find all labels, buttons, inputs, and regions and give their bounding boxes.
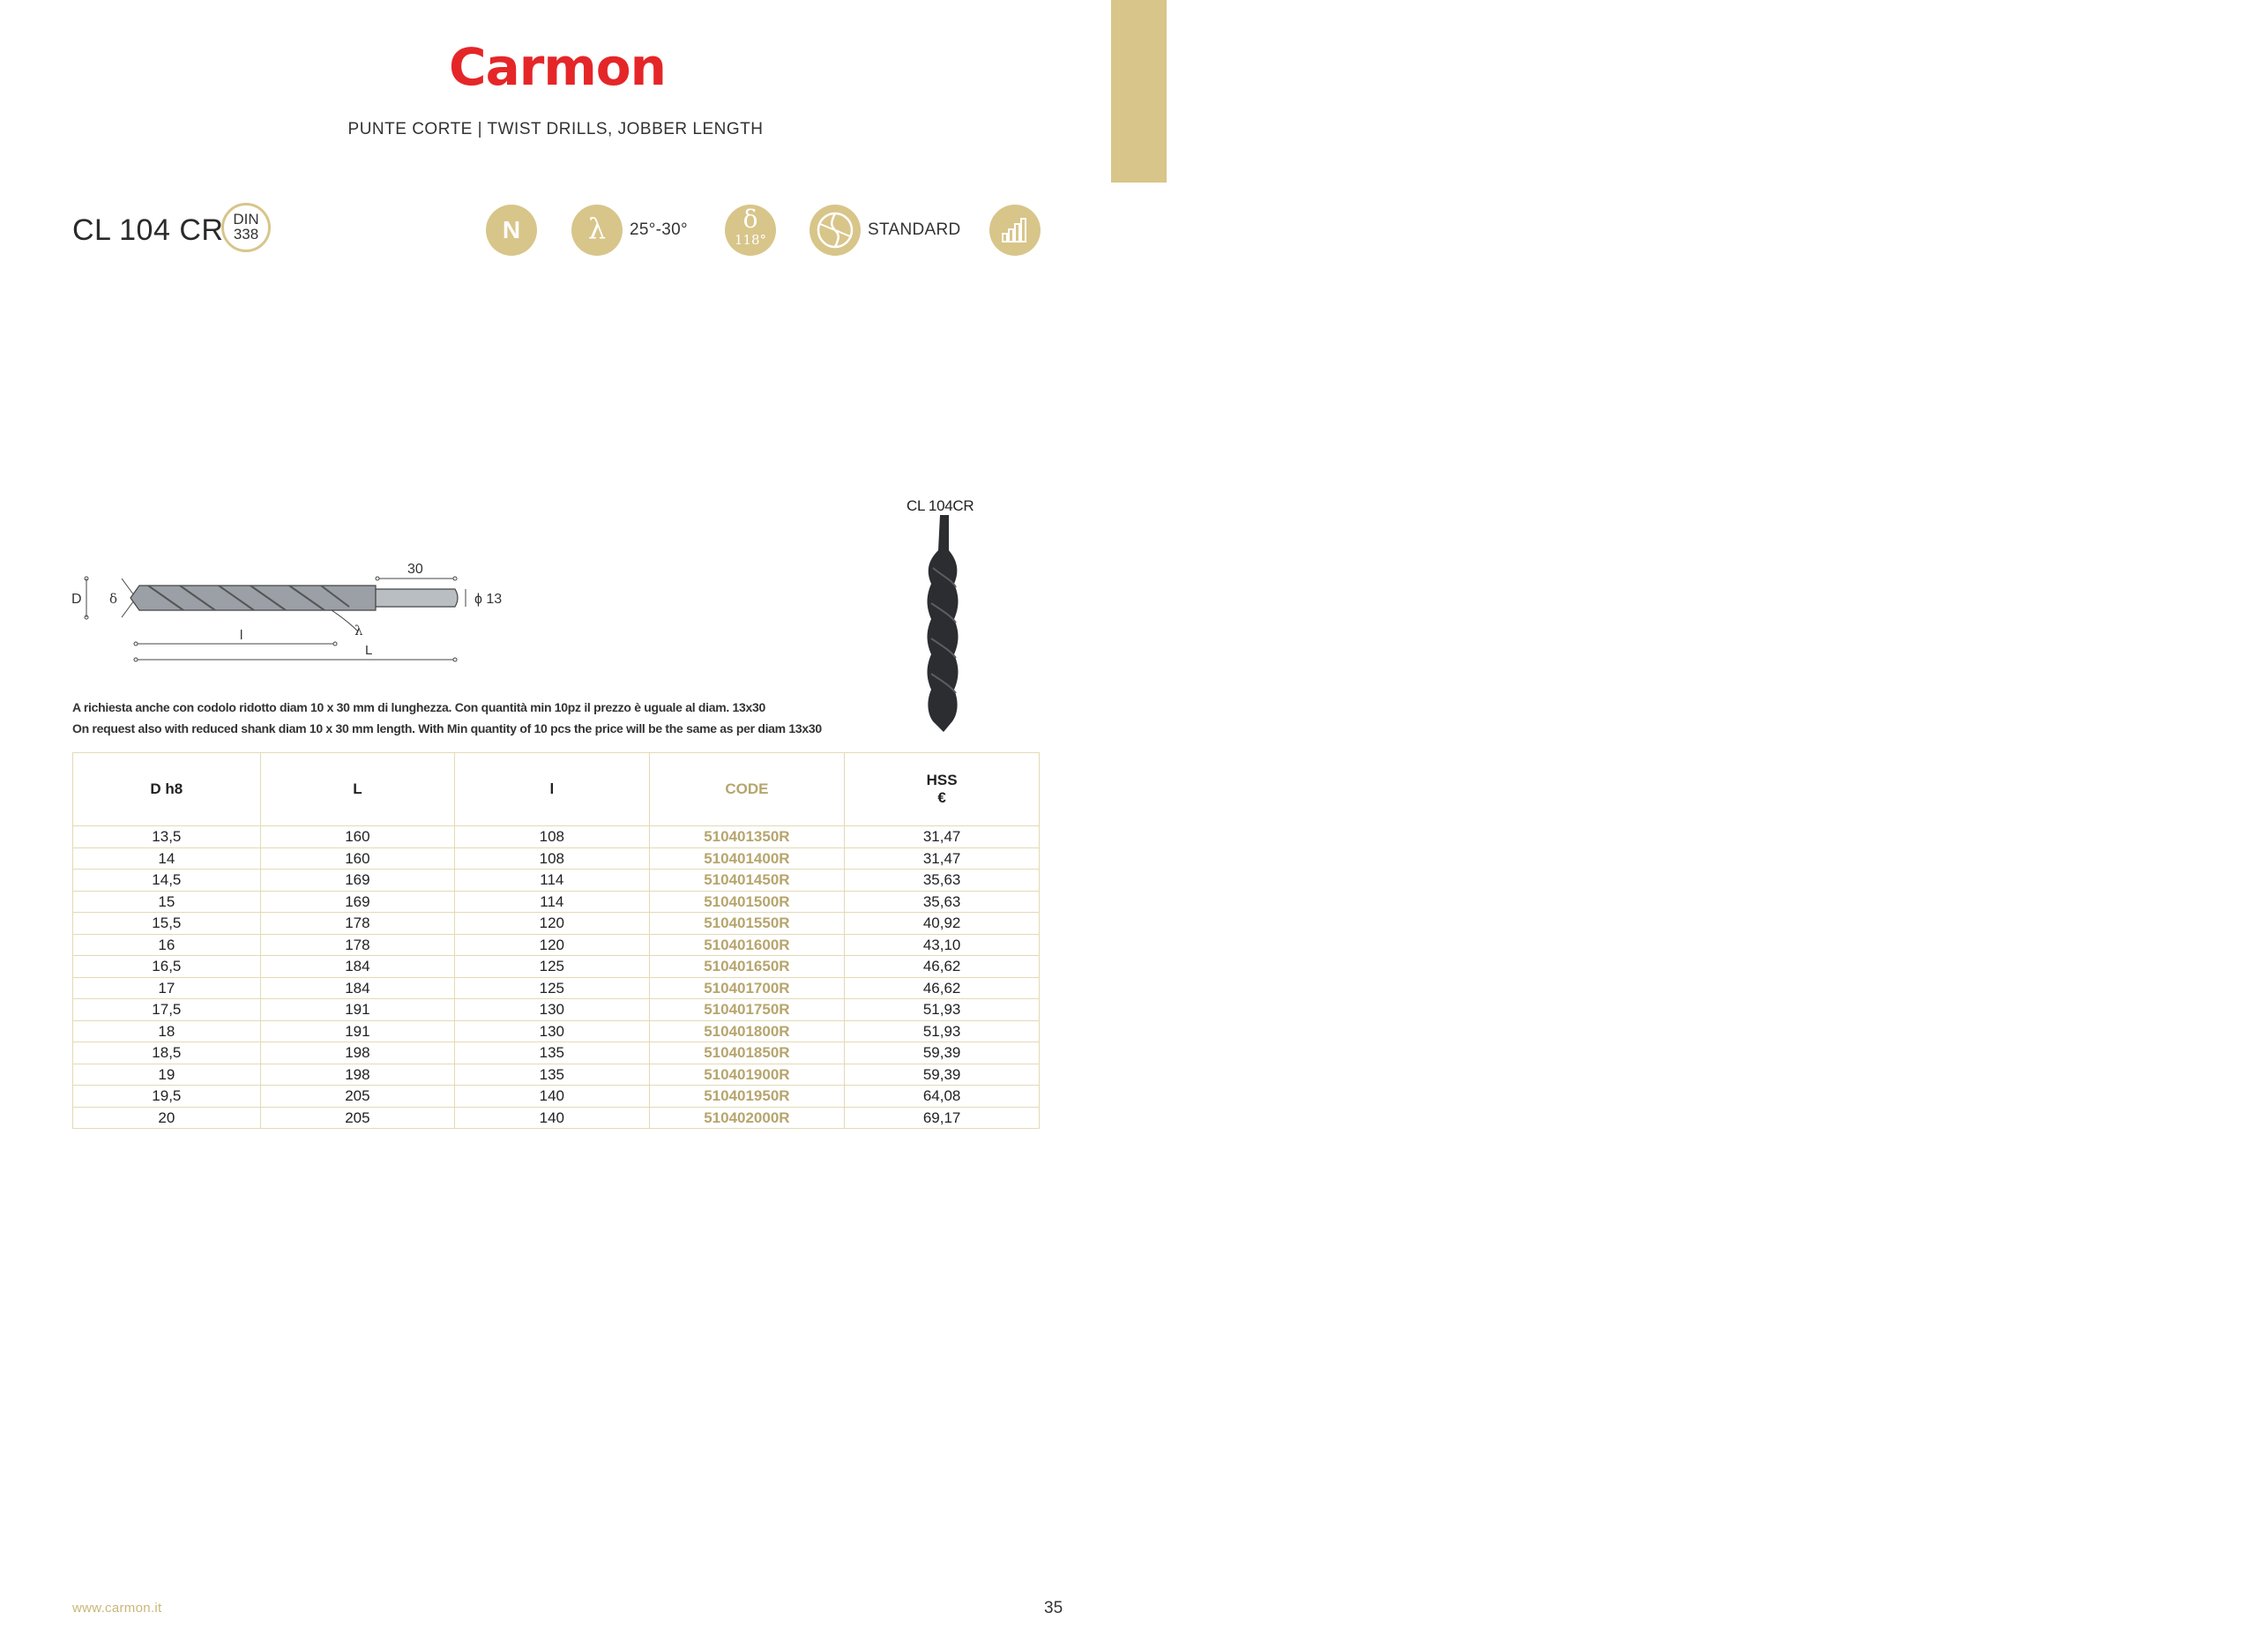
cell-flute-length: 120 [455, 913, 649, 935]
table-row [73, 913, 1040, 935]
table-row [73, 1064, 1040, 1086]
cell-code: 510401650R [649, 956, 845, 978]
cell-code: 510402000R [649, 1107, 845, 1129]
cell-flute-length: 130 [455, 1020, 649, 1042]
cell-flute-length: 108 [455, 847, 649, 870]
table-row [73, 847, 1040, 870]
table-row [73, 999, 1040, 1021]
cell-flute-length: 125 [455, 956, 649, 978]
cell-total-length: 205 [260, 1086, 454, 1108]
cell-price: 59,39 [845, 1042, 1040, 1064]
table-header-row [73, 753, 1040, 826]
cell-diameter: 19 [73, 1064, 261, 1086]
note-italian: A richiesta anche con codolo ridotto diam 10 x 30 mm di lunghezza. Con quantità min 10pz il prezzo è uguale al diam. 13x30 [72, 700, 765, 714]
din-badge [221, 203, 271, 252]
cell-total-length: 184 [260, 977, 454, 999]
table-row [73, 977, 1040, 999]
cell-diameter: 20 [73, 1107, 261, 1129]
diagram-label-phi13: ϕ 13 [474, 592, 503, 607]
table-row [73, 891, 1040, 913]
cell-code: 510401850R [649, 1042, 845, 1064]
diagram-label-lambda: λ [354, 623, 363, 638]
helix-angle-value: 25°-30° [630, 220, 688, 239]
cell-total-length: 198 [260, 1064, 454, 1086]
cell-flute-length: 120 [455, 934, 649, 956]
cell-total-length: 191 [260, 1020, 454, 1042]
cell-code: 510401550R [649, 913, 845, 935]
performance-bars-icon [989, 205, 1041, 256]
cell-price: 69,17 [845, 1107, 1040, 1129]
din-label: DIN [233, 211, 259, 228]
helix-angle-icon: λ [571, 205, 623, 256]
carmon-logo: Carmon [449, 37, 666, 97]
cell-flute-length: 135 [455, 1064, 649, 1086]
cell-price: 59,39 [845, 1064, 1040, 1086]
cell-total-length: 178 [260, 934, 454, 956]
cell-flute-length: 114 [455, 891, 649, 913]
cell-price: 51,93 [845, 1020, 1040, 1042]
cell-code: 510401500R [649, 891, 845, 913]
cell-code: 510401900R [649, 1064, 845, 1086]
cell-code: 510401950R [649, 1086, 845, 1108]
cell-flute-length: 140 [455, 1086, 649, 1108]
cell-code: 510401750R [649, 999, 845, 1021]
header-total-length: L [260, 753, 454, 826]
cell-price: 31,47 [845, 826, 1040, 848]
point-angle-value: 118° [734, 232, 767, 248]
header-hss: HSS [926, 772, 958, 788]
cell-total-length: 184 [260, 956, 454, 978]
page-subtitle: PUNTE CORTE | TWIST DRILLS, JOBBER LENGTH [347, 120, 764, 138]
cell-diameter: 19,5 [73, 1086, 261, 1108]
cell-price: 35,63 [845, 891, 1040, 913]
header-hss-price [845, 753, 1040, 826]
cell-price: 31,47 [845, 847, 1040, 870]
cell-diameter: 18,5 [73, 1042, 261, 1064]
header-currency: € [937, 789, 946, 806]
cell-diameter: 14,5 [73, 870, 261, 892]
header-code: CODE [649, 753, 845, 826]
cell-price: 35,63 [845, 870, 1040, 892]
cell-flute-length: 140 [455, 1107, 649, 1129]
table-row [73, 1086, 1040, 1108]
side-tab-text [2233, 58, 2268, 129]
header-diameter: D h8 [73, 753, 261, 826]
table-row [73, 870, 1040, 892]
cell-code: 510401600R [649, 934, 845, 956]
cell-diameter: 17,5 [73, 999, 261, 1021]
cell-total-length: 169 [260, 870, 454, 892]
product-name: CL 104 CR [72, 213, 224, 247]
cell-price: 43,10 [845, 934, 1040, 956]
header-flute-length: l [455, 753, 649, 826]
cell-price: 64,08 [845, 1086, 1040, 1108]
page-number: 35 [1044, 1599, 1063, 1617]
side-tab-line2: HSS DRILLS [2250, 58, 2264, 127]
standard-shank-icon [809, 205, 861, 256]
din-number: 338 [233, 226, 259, 243]
cell-flute-length: 125 [455, 977, 649, 999]
table-row [73, 1020, 1040, 1042]
table-row [73, 1042, 1040, 1064]
cell-diameter: 16,5 [73, 956, 261, 978]
cell-total-length: 178 [260, 913, 454, 935]
cell-flute-length: 130 [455, 999, 649, 1021]
cell-flute-length: 135 [455, 1042, 649, 1064]
drill-product-photo [922, 515, 965, 732]
diagram-label-l: l [240, 628, 243, 643]
drill-technical-diagram [67, 556, 508, 670]
diagram-label-D: D [71, 592, 82, 607]
drill-photo-label: CL 104CR [906, 497, 974, 514]
cell-diameter: 15 [73, 891, 261, 913]
table-row [73, 956, 1040, 978]
cell-diameter: 13,5 [73, 826, 261, 848]
diagram-label-delta: δ [109, 591, 118, 607]
diagram-label-L: L [365, 643, 373, 658]
cell-total-length: 169 [260, 891, 454, 913]
point-angle-icon [725, 205, 776, 256]
cell-total-length: 198 [260, 1042, 454, 1064]
cell-flute-length: 114 [455, 870, 649, 892]
cell-total-length: 191 [260, 999, 454, 1021]
cell-code: 510401800R [649, 1020, 845, 1042]
cell-diameter: 14 [73, 847, 261, 870]
cell-diameter: 18 [73, 1020, 261, 1042]
material-type-n-icon: N [486, 205, 537, 256]
standard-label: STANDARD [868, 220, 961, 239]
cell-price: 46,62 [845, 977, 1040, 999]
cell-code: 510401700R [649, 977, 845, 999]
note-english: On request also with reduced shank diam 10 x 30 mm length. With Min quantity of 10 pcs the price will be the same as per diam 13x30 [72, 721, 822, 735]
table-row [73, 1107, 1040, 1129]
table-row [73, 826, 1040, 848]
specification-table [72, 752, 1040, 1129]
cell-price: 51,93 [845, 999, 1040, 1021]
cell-code: 510401350R [649, 826, 845, 848]
cell-code: 510401400R [649, 847, 845, 870]
cell-total-length: 160 [260, 826, 454, 848]
cell-diameter: 16 [73, 934, 261, 956]
cell-flute-length: 108 [455, 826, 649, 848]
side-tab-line1: PUNTE HSS [2238, 59, 2251, 127]
cell-diameter: 17 [73, 977, 261, 999]
cell-price: 40,92 [845, 913, 1040, 935]
footer-website-link[interactable]: www.carmon.it [72, 1601, 162, 1616]
table-row [73, 934, 1040, 956]
cell-price: 46,62 [845, 956, 1040, 978]
diagram-label-30: 30 [407, 562, 423, 577]
cell-code: 510401450R [649, 870, 845, 892]
point-angle-symbol: δ [742, 205, 758, 234]
cell-total-length: 205 [260, 1107, 454, 1129]
cell-diameter: 15,5 [73, 913, 261, 935]
cell-total-length: 160 [260, 847, 454, 870]
